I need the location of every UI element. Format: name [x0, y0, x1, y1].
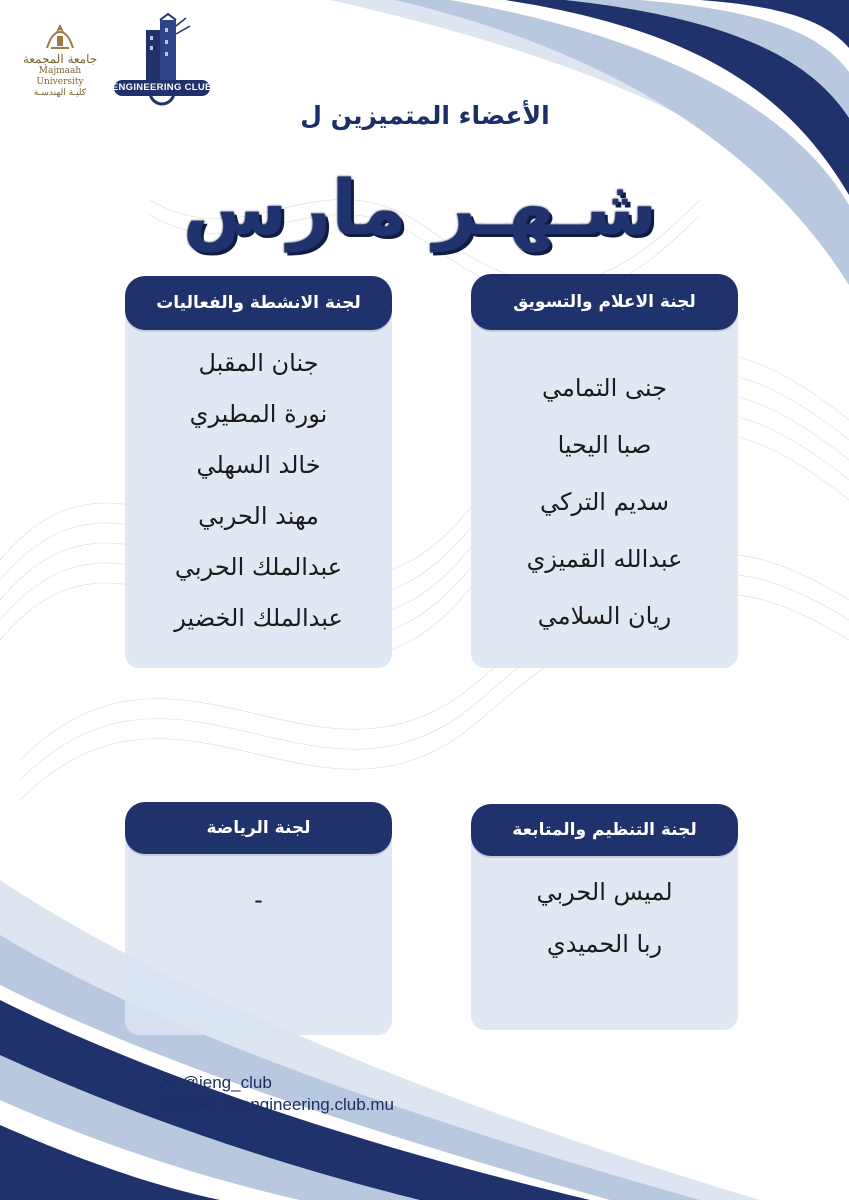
- list-item: مهند الحربي: [198, 502, 319, 530]
- club-name: ENGINEERING CLUB: [111, 82, 213, 93]
- university-name-ar: جامعة المجمعة: [22, 52, 98, 66]
- social-tiktok[interactable]: [160, 1094, 394, 1116]
- list-item: ريان السلامي: [537, 602, 672, 630]
- list-item: جنى التمامي: [542, 374, 667, 402]
- college-name: كليـة الهندسـة: [33, 88, 87, 98]
- list-item: سديم التركي: [540, 488, 669, 516]
- x-label: X:: [160, 1073, 177, 1092]
- university-name-en: Majmaah University: [36, 66, 84, 87]
- list-item: ربا الحميدي: [546, 930, 663, 958]
- engineering-club-logo: [110, 12, 214, 107]
- list-item: عبدالله القميزي: [526, 545, 683, 573]
- tiktok-label: TikTok:: [160, 1095, 219, 1114]
- member-list: [471, 360, 738, 645]
- committee-title-activities: لجنة الانشطة والفعاليات: [125, 276, 392, 330]
- member-list: [125, 876, 392, 924]
- list-item: نورة المطيري: [189, 400, 328, 428]
- committee-card-activities: [125, 296, 392, 668]
- list-item: عبدالملك الخضير: [174, 604, 343, 632]
- list-item: صبا اليحيا: [557, 431, 652, 459]
- social-links: [160, 1072, 394, 1116]
- committee-title-organization: لجنة التنظيم والمتابعة: [471, 804, 738, 856]
- page-subtitle: الأعضاء المتميزين ل: [300, 101, 550, 130]
- social-x[interactable]: [160, 1072, 394, 1094]
- committee-card-sports: [125, 830, 392, 1035]
- university-logo: [14, 22, 106, 102]
- committee-title-media: لجنة الاعلام والتسويق: [471, 274, 738, 330]
- member-list: [125, 338, 392, 644]
- committee-title-sports: لجنة الرياضة: [125, 802, 392, 854]
- x-handle: @ieng_club: [181, 1073, 272, 1092]
- university-emblem-icon: [43, 22, 77, 52]
- committee-card-media: [471, 296, 738, 668]
- list-item: خالد السهلي: [196, 451, 321, 479]
- list-item: عبدالملك الحربي: [174, 553, 343, 581]
- page-title: شـهـر مارس: [182, 163, 658, 252]
- tiktok-handle: @engineering.club.mu: [223, 1095, 394, 1114]
- list-item: -: [254, 886, 263, 914]
- member-list: [471, 866, 738, 970]
- list-item: لميس الحربي: [536, 878, 673, 906]
- list-item: جنان المقبل: [198, 349, 319, 377]
- committee-card-organization: [471, 830, 738, 1030]
